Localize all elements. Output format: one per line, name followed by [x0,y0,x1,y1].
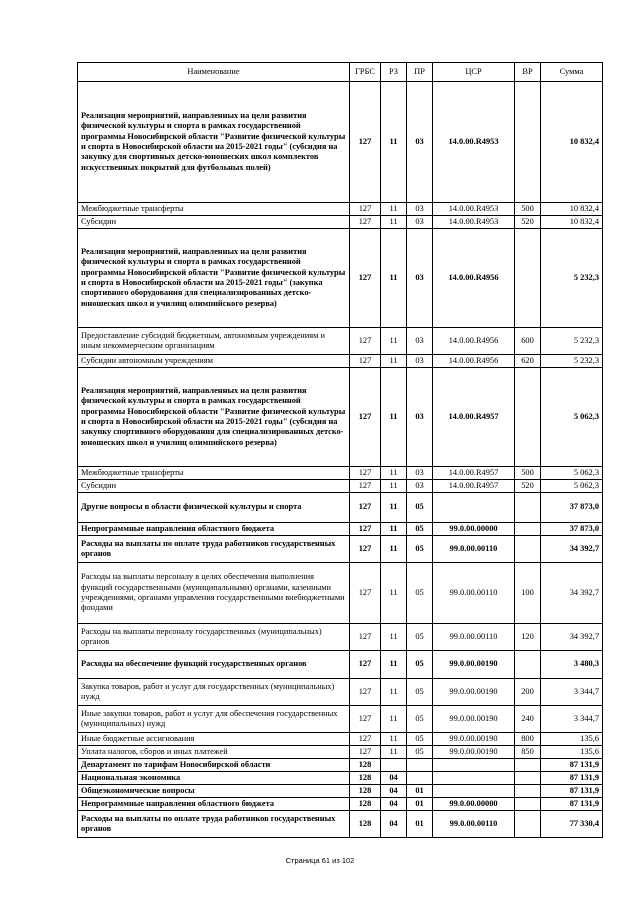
cell-name: Департамент по тарифам Новосибирской области [78,759,350,772]
cell-grbs: 127 [350,368,381,467]
cell-name: Закупка товаров, работ и услуг для государственных (муниципальных) нужд [78,679,350,706]
cell-grbs: 127 [350,746,381,759]
table-row [78,368,603,467]
cell-name: Непрограммные направления областного бюджета [78,523,350,536]
cell-csr: 14.0.00.R4953 [433,203,515,216]
cell-name: Расходы на выплаты персоналу государственных (муниципальных) органов [78,624,350,651]
table-row [78,759,603,772]
cell-pr: 03 [407,328,433,355]
cell-grbs: 127 [350,467,381,480]
cell-pr: 03 [407,229,433,328]
cell-grbs: 127 [350,536,381,563]
cell-sum: 77 330,4 [541,811,603,838]
table-row [78,82,603,203]
cell-vr [515,368,541,467]
cell-grbs: 127 [350,563,381,624]
cell-csr [433,493,515,523]
cell-grbs: 127 [350,493,381,523]
table-row [78,746,603,759]
cell-csr [433,785,515,798]
cell-sum: 3 344,7 [541,679,603,706]
cell-name: Общеэкономические вопросы [78,785,350,798]
cell-rz: 11 [381,203,407,216]
cell-sum: 87 131,9 [541,798,603,811]
cell-pr: 05 [407,733,433,746]
cell-sum: 37 873,0 [541,493,603,523]
cell-name: Расходы на обеспечение функций государственных органов [78,651,350,679]
cell-csr: 14.0.00.R4956 [433,229,515,328]
header-sum: Сумма [541,63,603,82]
cell-sum: 34 392,7 [541,563,603,624]
cell-sum: 5 062,3 [541,480,603,493]
cell-sum: 5 232,3 [541,355,603,368]
cell-pr: 03 [407,467,433,480]
table-row [78,798,603,811]
cell-name: Субсидии автономным учреждениям [78,355,350,368]
cell-sum: 34 392,7 [541,536,603,563]
cell-vr [515,759,541,772]
cell-name: Субсидии [78,216,350,229]
cell-name: Непрограммные направления областного бюджета [78,798,350,811]
cell-rz: 11 [381,746,407,759]
cell-vr [515,536,541,563]
cell-vr: 850 [515,746,541,759]
cell-grbs: 127 [350,355,381,368]
cell-grbs: 127 [350,82,381,203]
cell-name: Реализация мероприятий, направленных на цели развития физической культуры и спорта в рамках государственной программы Новосибирской области "Развитие физической культуры и спорта в Новосибирской области на 2015-2021 годы" (закупка спортивного оборудования для специализированных детско-юношеских школ и училищ олимпийского резерва) [78,229,350,328]
cell-pr: 05 [407,536,433,563]
cell-sum: 87 131,9 [541,772,603,785]
cell-pr: 01 [407,811,433,838]
cell-vr [515,798,541,811]
cell-name: Расходы на выплаты по оплате труда работников государственных органов [78,811,350,838]
cell-pr: 05 [407,493,433,523]
cell-vr [515,82,541,203]
cell-grbs: 128 [350,772,381,785]
cell-sum: 10 832,4 [541,203,603,216]
cell-rz: 11 [381,651,407,679]
cell-rz: 11 [381,328,407,355]
table-row [78,229,603,328]
cell-name: Другие вопросы в области физической культуры и спорта [78,493,350,523]
table-row [78,811,603,838]
cell-sum: 87 131,9 [541,785,603,798]
cell-rz: 11 [381,679,407,706]
cell-csr: 14.0.00.R4957 [433,467,515,480]
cell-csr: 99.0.00.00190 [433,733,515,746]
cell-vr: 100 [515,563,541,624]
cell-sum: 5 062,3 [541,368,603,467]
cell-name: Реализация мероприятий, направленных на цели развития физической культуры и спорта в рамках государственной программы Новосибирской области "Развитие физической культуры и спорта в Новосибирской области на 2015-2021 годы" (субсидия на закупку для спортивных детско-юношеских школ комплектов искусственных покрытий для футбольных полей) [78,82,350,203]
table-row [78,480,603,493]
cell-rz: 11 [381,467,407,480]
cell-vr: 500 [515,467,541,480]
cell-csr: 14.0.00.R4956 [433,355,515,368]
cell-pr: 01 [407,785,433,798]
cell-vr [515,523,541,536]
cell-vr [515,811,541,838]
cell-csr: 99.0.00.00000 [433,798,515,811]
cell-name: Национальная экономика [78,772,350,785]
cell-name: Межбюджетные трансферты [78,203,350,216]
cell-vr [515,772,541,785]
cell-rz: 04 [381,772,407,785]
cell-csr: 99.0.00.00190 [433,679,515,706]
cell-csr: 99.0.00.00190 [433,651,515,679]
cell-pr: 03 [407,82,433,203]
cell-pr [407,759,433,772]
cell-sum: 10 832,4 [541,82,603,203]
cell-rz: 11 [381,706,407,733]
table-row [78,536,603,563]
table-row [78,733,603,746]
table-row [78,785,603,798]
table-row [78,772,603,785]
cell-pr: 03 [407,480,433,493]
cell-pr: 05 [407,651,433,679]
cell-grbs: 127 [350,523,381,536]
cell-sum: 34 392,7 [541,624,603,651]
cell-csr: 99.0.00.00110 [433,811,515,838]
table-row [78,355,603,368]
cell-name: Уплата налогов, сборов и иных платежей [78,746,350,759]
cell-grbs: 127 [350,706,381,733]
cell-csr [433,759,515,772]
cell-pr: 01 [407,798,433,811]
cell-sum: 135,6 [541,733,603,746]
cell-rz: 11 [381,229,407,328]
cell-pr: 05 [407,679,433,706]
cell-grbs: 128 [350,811,381,838]
cell-pr [407,772,433,785]
cell-grbs: 127 [350,624,381,651]
cell-rz: 11 [381,733,407,746]
cell-grbs: 128 [350,798,381,811]
cell-sum: 10 832,4 [541,216,603,229]
table-row [78,624,603,651]
cell-pr: 03 [407,216,433,229]
cell-pr: 05 [407,746,433,759]
cell-csr: 99.0.00.00190 [433,706,515,733]
cell-name: Иные закупки товаров, работ и услуг для обеспечения государственных (муниципальных) нужд [78,706,350,733]
cell-csr: 14.0.00.R4956 [433,328,515,355]
cell-name: Межбюджетные трансферты [78,467,350,480]
cell-grbs: 127 [350,733,381,746]
header-csr: ЦСР [433,63,515,82]
header-name: Наименование [78,63,350,82]
cell-grbs: 127 [350,480,381,493]
cell-vr: 620 [515,355,541,368]
cell-sum: 87 131,9 [541,759,603,772]
table-row [78,651,603,679]
cell-csr: 14.0.00.R4957 [433,480,515,493]
cell-pr: 05 [407,706,433,733]
header-pr: ПР [407,63,433,82]
table-row [78,679,603,706]
cell-grbs: 127 [350,651,381,679]
table-row [78,563,603,624]
cell-pr: 05 [407,523,433,536]
cell-pr: 03 [407,355,433,368]
cell-name: Предоставление субсидий бюджетным, автономным учреждениям и иным некоммерческим организациям [78,328,350,355]
table-body [78,63,603,838]
cell-vr: 600 [515,328,541,355]
cell-csr [433,772,515,785]
cell-name: Субсидии [78,480,350,493]
cell-csr: 99.0.00.00190 [433,746,515,759]
cell-rz: 11 [381,368,407,467]
cell-csr: 99.0.00.00110 [433,536,515,563]
table-row [78,467,603,480]
cell-pr: 03 [407,368,433,467]
cell-vr: 240 [515,706,541,733]
cell-vr [515,229,541,328]
cell-name: Иные бюджетные ассигнования [78,733,350,746]
cell-grbs: 127 [350,216,381,229]
cell-rz: 04 [381,798,407,811]
cell-sum: 3 480,3 [541,651,603,679]
cell-vr: 500 [515,203,541,216]
cell-sum: 37 873,0 [541,523,603,536]
table-row [78,706,603,733]
cell-rz: 11 [381,355,407,368]
cell-sum: 5 232,3 [541,328,603,355]
cell-csr: 99.0.00.00110 [433,563,515,624]
cell-sum: 135,6 [541,746,603,759]
budget-table [77,62,603,838]
cell-vr [515,493,541,523]
cell-rz: 11 [381,216,407,229]
cell-grbs: 128 [350,785,381,798]
cell-csr: 14.0.00.R4953 [433,216,515,229]
table-row [78,493,603,523]
cell-grbs: 127 [350,229,381,328]
cell-rz [381,759,407,772]
cell-rz: 04 [381,785,407,798]
cell-csr: 14.0.00.R4953 [433,82,515,203]
cell-name: Расходы на выплаты по оплате труда работников государственных органов [78,536,350,563]
cell-grbs: 128 [350,759,381,772]
cell-rz: 11 [381,563,407,624]
cell-pr: 03 [407,203,433,216]
cell-pr: 05 [407,563,433,624]
header-grbs: ГРБС [350,63,381,82]
cell-rz: 11 [381,536,407,563]
table-row [78,328,603,355]
header-rz: РЗ [381,63,407,82]
cell-vr [515,651,541,679]
cell-vr: 120 [515,624,541,651]
cell-grbs: 127 [350,328,381,355]
cell-rz: 11 [381,480,407,493]
cell-rz: 11 [381,493,407,523]
cell-rz: 11 [381,523,407,536]
cell-csr: 99.0.00.00110 [433,624,515,651]
cell-rz: 04 [381,811,407,838]
cell-rz: 11 [381,624,407,651]
cell-name: Реализация мероприятий, направленных на цели развития физической культуры и спорта в рамках государственной программы Новосибирской области "Развитие физической культуры и спорта в Новосибирской области на 2015-2021 годы" (субсидия на закупку спортивного оборудования для специализированных детско-юношеских школ и училищ олимпийского резерва) [78,368,350,467]
cell-pr: 05 [407,624,433,651]
cell-name: Расходы на выплаты персоналу в целях обеспечения выполнения функций государственными (муниципальными) органами, казенными учреждениями, органами управления государственными внебюджетными фондами [78,563,350,624]
cell-sum: 5 062,3 [541,467,603,480]
cell-csr: 14.0.00.R4957 [433,368,515,467]
cell-vr: 200 [515,679,541,706]
cell-csr: 99.0.00.00000 [433,523,515,536]
cell-rz: 11 [381,82,407,203]
page-footer: Страница 61 из 102 [285,856,355,865]
table-row [78,216,603,229]
table-header-row [78,63,603,82]
cell-vr: 520 [515,216,541,229]
cell-vr: 800 [515,733,541,746]
table-row [78,523,603,536]
cell-grbs: 127 [350,679,381,706]
cell-vr [515,785,541,798]
cell-vr: 520 [515,480,541,493]
table-row [78,203,603,216]
cell-sum: 3 344,7 [541,706,603,733]
cell-sum: 5 232,3 [541,229,603,328]
cell-grbs: 127 [350,203,381,216]
header-vr: ВР [515,63,541,82]
